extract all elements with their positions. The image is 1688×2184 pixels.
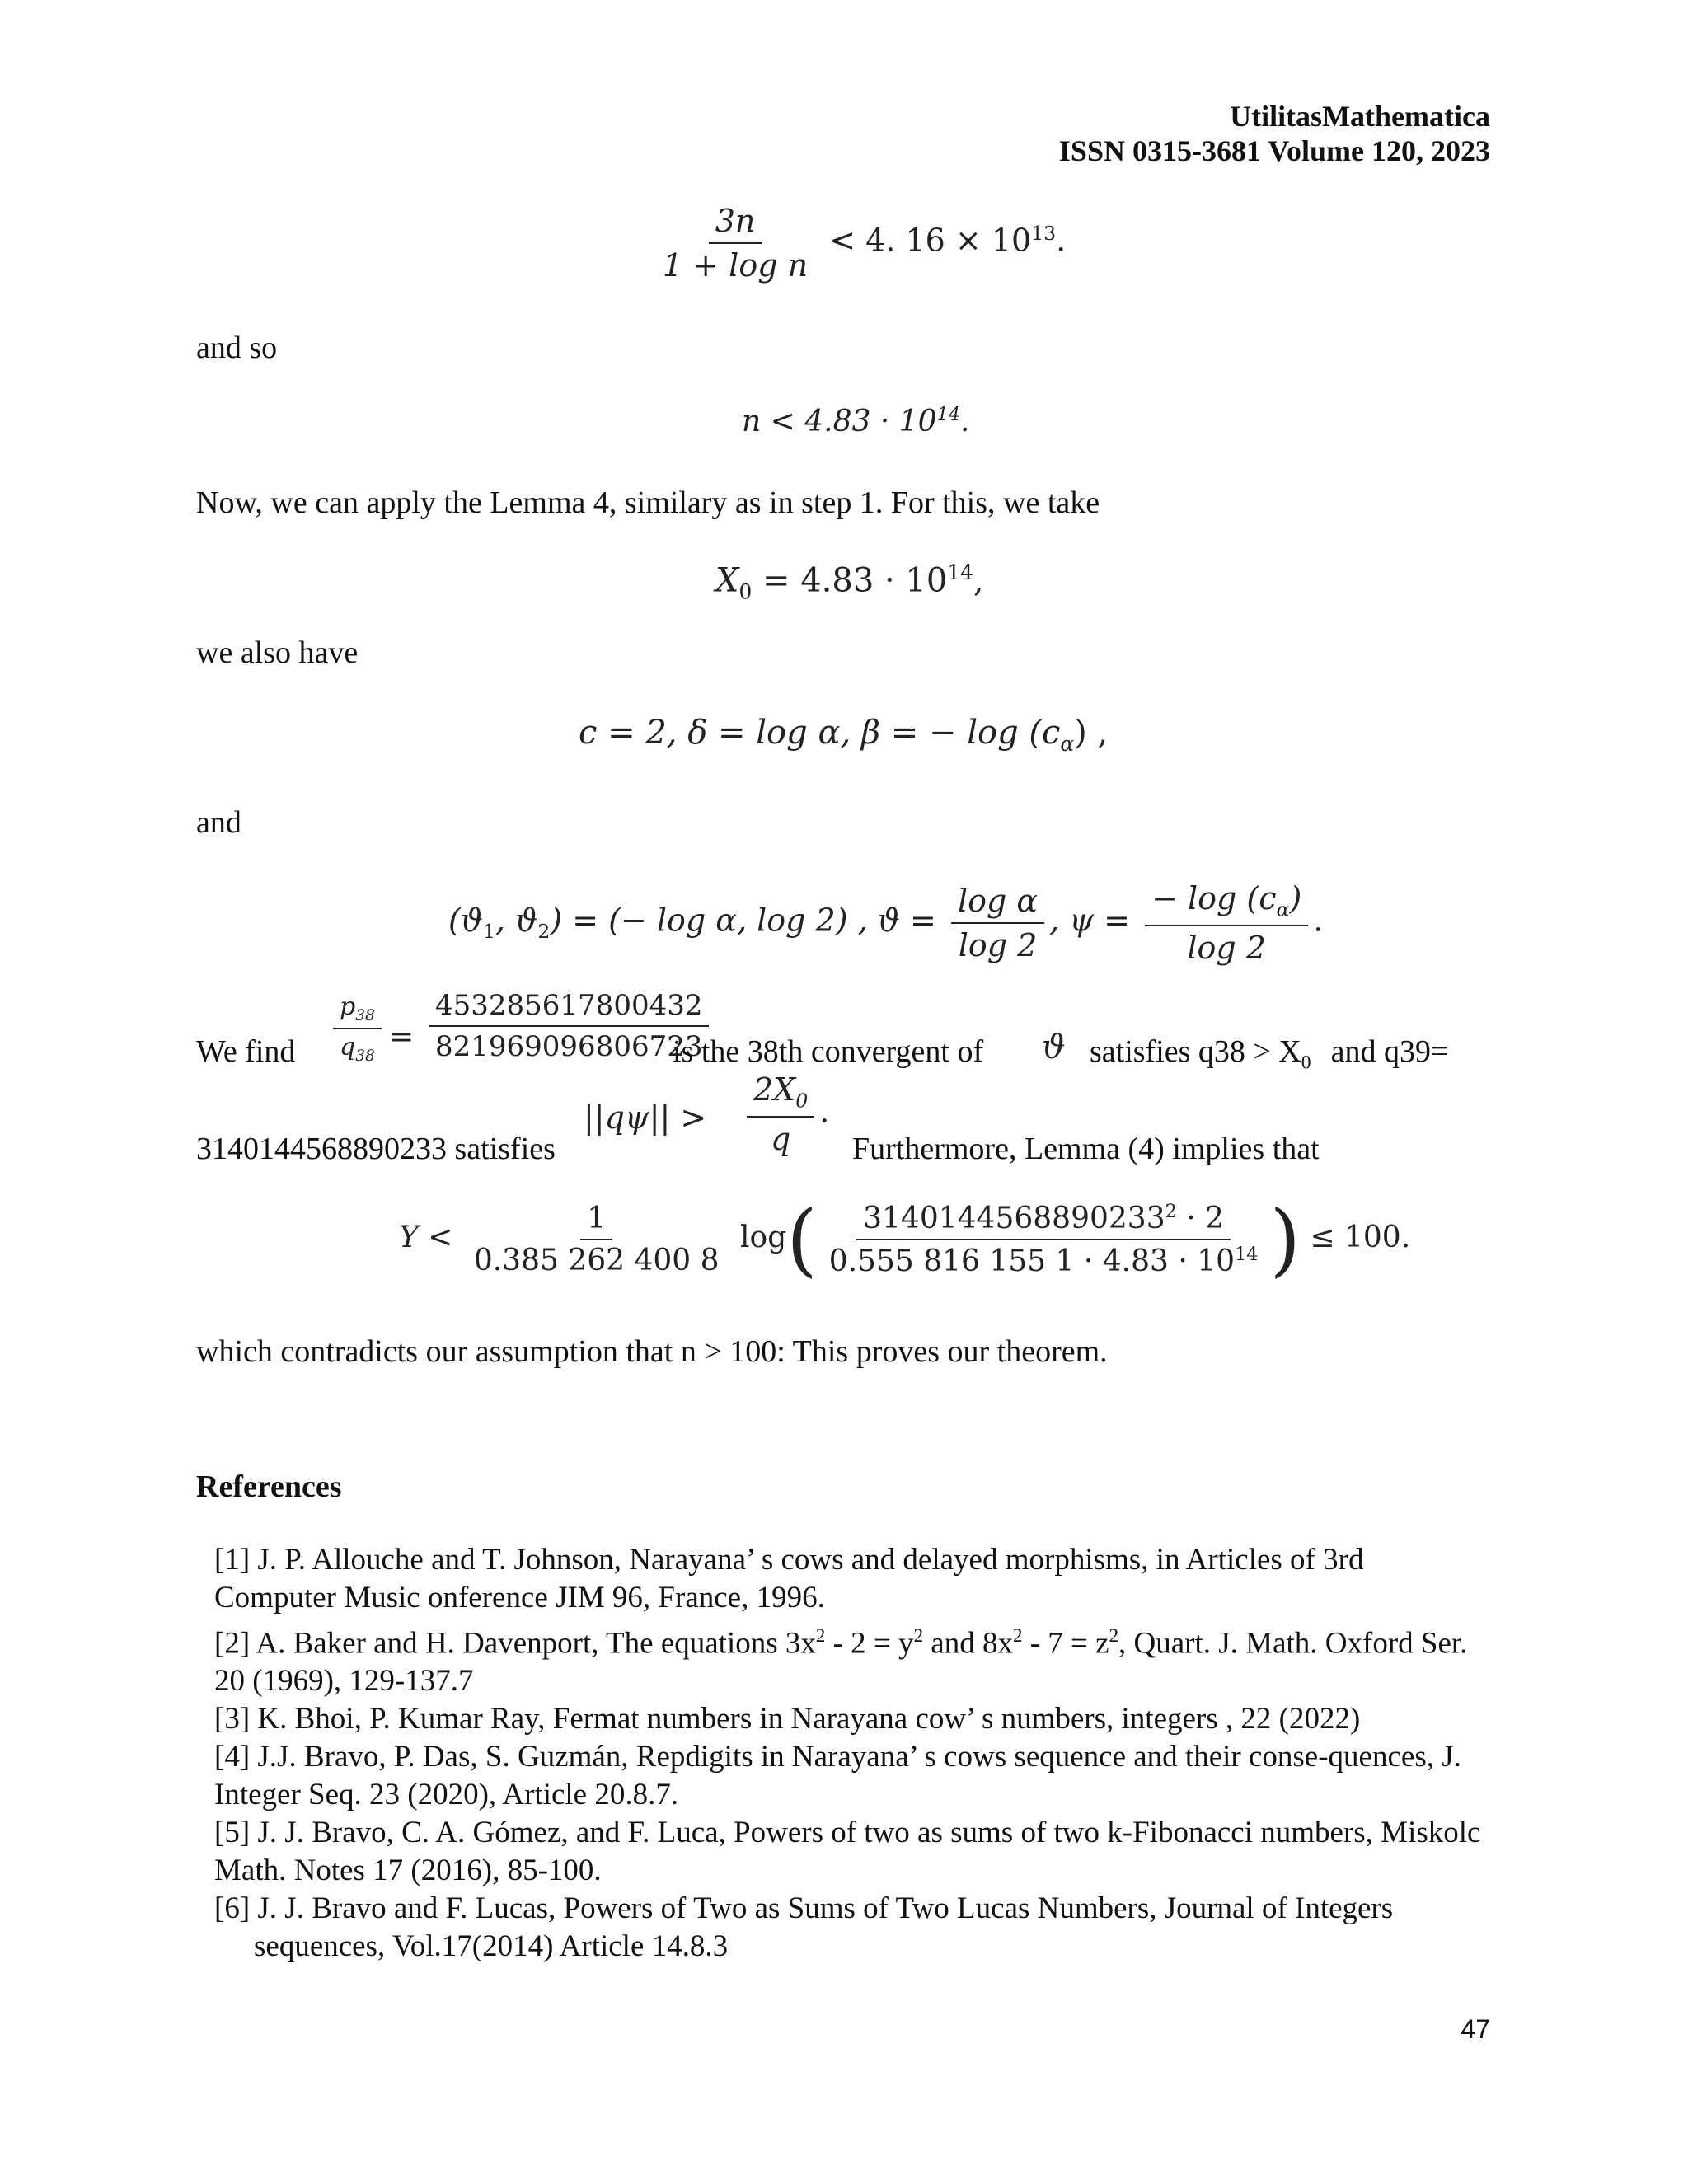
text-span: and q39= bbox=[1330, 1034, 1449, 1069]
ref-text: - 2 = y bbox=[825, 1626, 914, 1661]
text-we-also-have: we also have bbox=[196, 635, 359, 670]
reference-item: [4] J.J. Bravo, P. Das, S. Guzmán, Repdigits in Narayana’ s cows sequence and their conse-quences, J. Integer Seq. 23 (2020), Article 20.8.7. bbox=[214, 1740, 1461, 1812]
exponent: 2 bbox=[1012, 1625, 1023, 1646]
var-p: p bbox=[340, 992, 356, 1021]
equation-rhs: ≤ 100. bbox=[1310, 1221, 1411, 1254]
equals-sign: = bbox=[389, 1020, 415, 1054]
denominator: 1 + log n bbox=[663, 247, 809, 284]
fraction-log-argument bbox=[823, 1201, 1265, 1278]
reference-item: [6] J. J. Bravo and F. Lucas, Powers of Two as Sums of Two Lucas Numbers, Journal of Integers sequences, Vol.17(2014) Article 14.8.3 bbox=[214, 1891, 1394, 1964]
subscript: 38 bbox=[355, 1007, 375, 1024]
reference-item: [3] K. Bhoi, P. Kumar Ray, Fermat numbers in Narayana cow’ s numbers, integers , 22 (2022) bbox=[214, 1702, 1361, 1736]
end-punct: ) , bbox=[1074, 714, 1109, 752]
exponent: 2 bbox=[1109, 1625, 1119, 1646]
numerator bbox=[747, 1071, 814, 1118]
equation-x0 bbox=[715, 560, 984, 603]
journal-issn-volume: ISSN 0315-3681 Volume 120, 2023 bbox=[1058, 134, 1490, 167]
subscript: 38 bbox=[355, 1047, 375, 1065]
numerator bbox=[856, 1201, 1231, 1240]
references-list bbox=[214, 1541, 1492, 1966]
text-and: and bbox=[196, 805, 241, 840]
fraction bbox=[747, 1071, 814, 1157]
subscript: 0 bbox=[795, 1089, 809, 1113]
denominator: q bbox=[770, 1120, 791, 1157]
numerator-text: − log (c bbox=[1151, 880, 1277, 916]
subscript: α bbox=[1276, 898, 1290, 921]
equation-theta-psi bbox=[448, 880, 1323, 966]
denominator: log 2 bbox=[958, 926, 1038, 963]
equation-body: c = 2, δ = log α, β = − log (c bbox=[579, 714, 1061, 752]
numerator: 3n bbox=[709, 203, 762, 244]
fraction bbox=[656, 203, 814, 284]
end-punct: , bbox=[973, 561, 984, 600]
left-paren: ( bbox=[786, 1193, 818, 1286]
exponent: 14 bbox=[1235, 1244, 1259, 1265]
equation-constants bbox=[579, 714, 1108, 756]
page-number: 47 bbox=[1461, 2014, 1490, 2044]
exponent: 2 bbox=[1165, 1201, 1177, 1222]
fraction-theta bbox=[951, 883, 1044, 963]
fraction-2x0-over-q bbox=[742, 1071, 829, 1157]
numerator bbox=[333, 992, 382, 1029]
text-and-so: and so bbox=[196, 330, 278, 365]
reference-item: [5] J. J. Bravo, C. A. Gómez, and F. Luca, Powers of two as sums of two k-Fibonacci numbers, Miskolc Math. Notes 17 (2016), 85-100. bbox=[214, 1816, 1481, 1888]
equation-rhs: = 4.83 · 10 bbox=[752, 561, 948, 600]
numerator-end: · 2 bbox=[1176, 1202, 1225, 1235]
theta-pair-open: (ϑ bbox=[448, 902, 483, 939]
denominator: 0.385 262 400 8 bbox=[473, 1244, 720, 1277]
equation-rest: ) = (− log α, log 2) , ϑ = bbox=[550, 902, 936, 939]
text-satisfies-q38 bbox=[1090, 1033, 1448, 1081]
subscript: 0 bbox=[1301, 1052, 1311, 1074]
psi-label: , ψ = bbox=[1049, 902, 1130, 939]
reference-item bbox=[214, 1617, 1492, 1700]
subscript: 1 bbox=[483, 919, 495, 943]
var-theta: ϑ bbox=[1042, 1029, 1066, 1066]
subscript: α bbox=[1060, 732, 1075, 756]
equation-n-bound bbox=[742, 404, 969, 438]
numerator bbox=[1145, 880, 1308, 926]
var-q: q bbox=[340, 1033, 356, 1062]
fraction bbox=[333, 992, 382, 1065]
ref-text: [2] A. Baker and H. Davenport, The equations 3x bbox=[214, 1626, 816, 1661]
end-punct: . bbox=[959, 405, 970, 438]
fraction bbox=[429, 989, 709, 1063]
denominator: 821969096806723 bbox=[435, 1030, 703, 1063]
equation-lhs: Y < bbox=[399, 1221, 453, 1254]
numerator-value: 3140144568890233 bbox=[863, 1202, 1165, 1235]
fraction-p38-q38 bbox=[328, 992, 387, 1065]
subscript: 2 bbox=[537, 919, 551, 943]
text-now-apply-lemma: Now, we can apply the Lemma 4, similary as in step 1. For this, we take bbox=[196, 485, 1100, 520]
fraction-coefficient bbox=[467, 1202, 726, 1277]
exponent: 13 bbox=[1031, 221, 1057, 245]
var-x: X bbox=[715, 561, 739, 600]
text-span: satisfies q38 > X bbox=[1090, 1034, 1301, 1069]
text-q39-satisfies: 3140144568890233 satisfies bbox=[196, 1132, 556, 1166]
references-heading: References bbox=[196, 1469, 342, 1504]
journal-title: UtilitasMathematica bbox=[1230, 100, 1490, 133]
numerator: 1 bbox=[580, 1202, 612, 1240]
end-punct: . bbox=[819, 1093, 830, 1130]
log-operator: log bbox=[740, 1221, 787, 1254]
text-we-find-pre: We find bbox=[196, 1034, 296, 1069]
equation-lhs: n < 4.83 · 10 bbox=[742, 405, 937, 438]
denominator bbox=[823, 1240, 1265, 1278]
text-furthermore: Furthermore, Lemma (4) implies that bbox=[852, 1132, 1320, 1166]
right-paren: ) bbox=[1269, 1193, 1301, 1286]
denominator bbox=[333, 1029, 382, 1065]
numerator-end: ) bbox=[1289, 880, 1302, 916]
exponent: 2 bbox=[815, 1625, 826, 1646]
denominator-value: 0.555 816 155 1 · 4.83 · 10 bbox=[828, 1244, 1236, 1278]
denominator: log 2 bbox=[1187, 929, 1266, 966]
ref-text: and 8x bbox=[923, 1626, 1013, 1661]
fraction-convergent bbox=[424, 989, 714, 1063]
reference-item: [1] J. P. Allouche and T. Johnson, Narayana’ s cows and delayed morphisms, in Articles of 3rd Computer Music onference JIM 96, France, 1996. bbox=[214, 1543, 1364, 1615]
inequality-rhs: < 4. 16 × 10 bbox=[829, 222, 1032, 259]
numerator: 453285617800432 bbox=[429, 989, 709, 1027]
exponent: 14 bbox=[947, 560, 973, 584]
fraction-psi bbox=[1145, 880, 1308, 966]
ref-text: , Quart. J. Math. Oxford Ser. 20 (1969), 129-137.7 bbox=[214, 1626, 1468, 1699]
exponent: 2 bbox=[913, 1625, 924, 1646]
ref-text: - 7 = z bbox=[1022, 1626, 1109, 1661]
theta-pair-mid: , ϑ bbox=[495, 902, 538, 939]
text-38th-convergent: is the 38th convergent of bbox=[673, 1034, 984, 1069]
equation-y-bound bbox=[399, 1193, 1411, 1286]
subscript: 0 bbox=[738, 579, 753, 604]
equation-bound-n-over-log bbox=[651, 203, 1066, 284]
end-punct: . bbox=[1056, 222, 1067, 259]
exponent: 14 bbox=[936, 404, 960, 425]
text-contradicts: which contradicts our assumption that n > 100: This proves our theorem. bbox=[196, 1334, 1108, 1369]
numerator-text: 2X bbox=[753, 1071, 796, 1108]
condition-lhs: ||qψ|| > bbox=[584, 1099, 707, 1136]
numerator: log α bbox=[951, 883, 1044, 924]
end-punct: . bbox=[1313, 902, 1324, 939]
